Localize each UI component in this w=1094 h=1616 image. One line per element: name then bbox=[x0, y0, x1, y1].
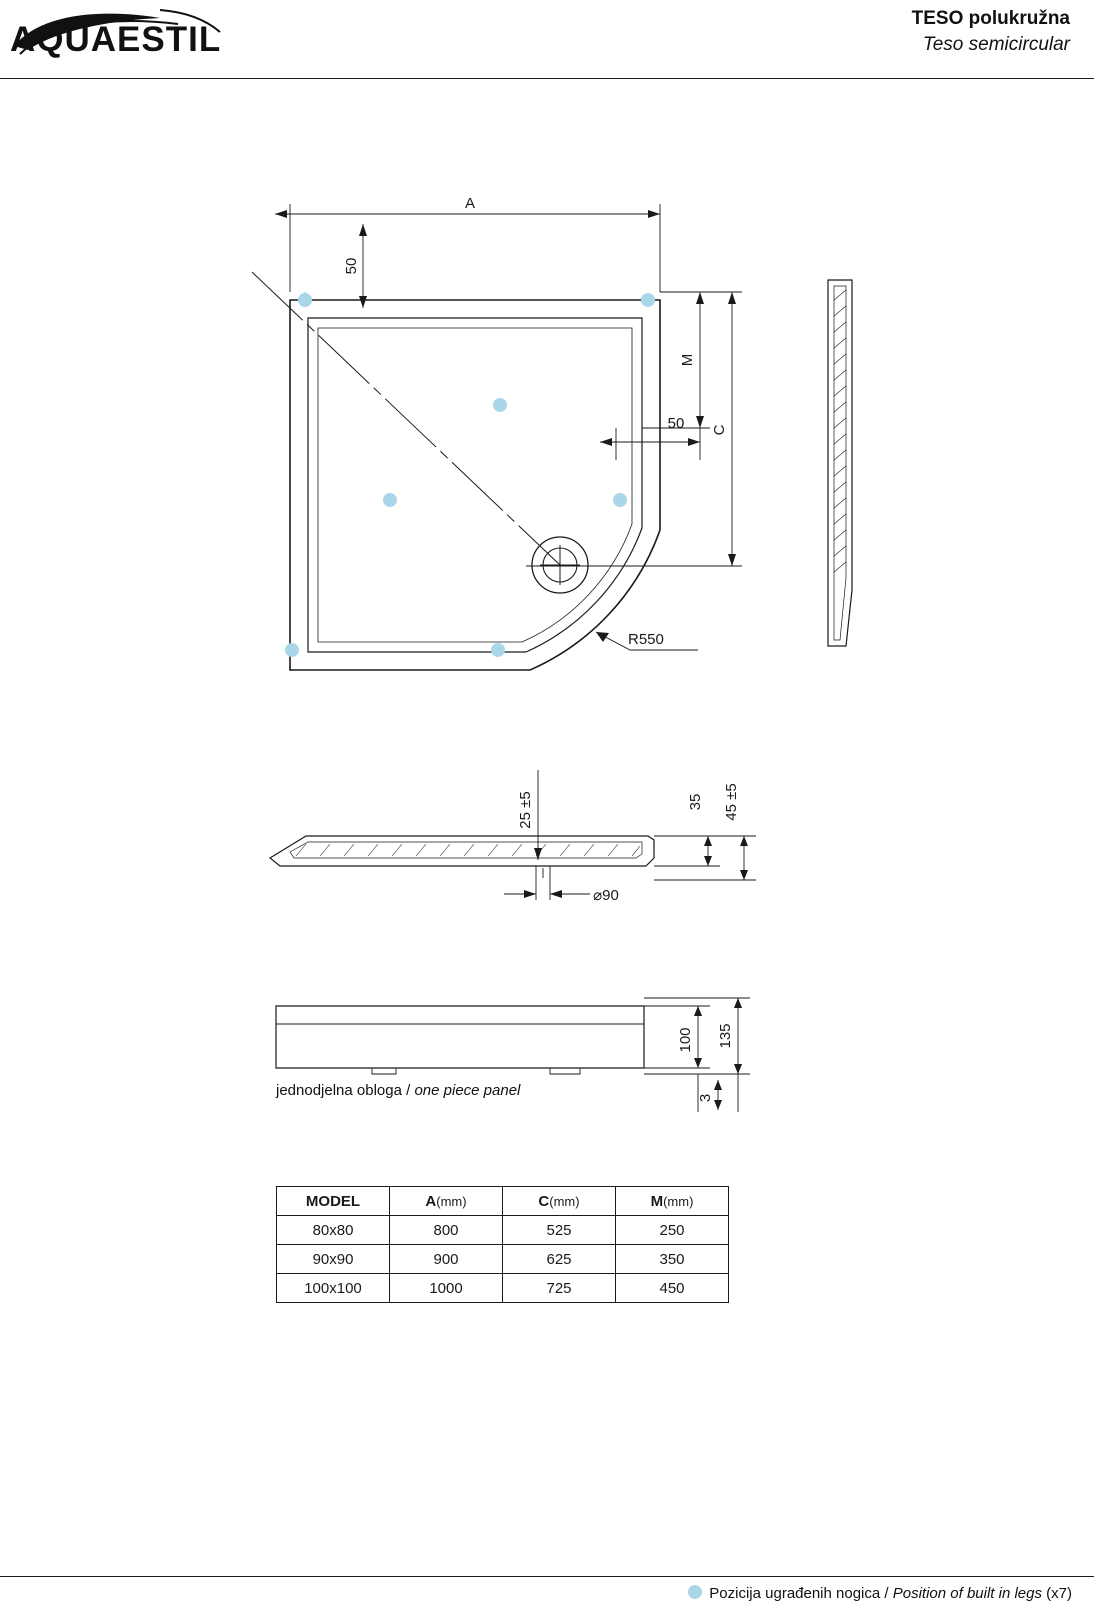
cell-a: 900 bbox=[390, 1245, 503, 1274]
leg-marker bbox=[491, 643, 505, 657]
sheet-title bbox=[912, 6, 1070, 58]
cell-model: 90x90 bbox=[277, 1245, 390, 1274]
legend-text-hr: Pozicija ugrađenih nogica / bbox=[709, 1585, 893, 1602]
cell-m: 350 bbox=[616, 1245, 729, 1274]
leg-marker bbox=[613, 493, 627, 507]
table-header-m bbox=[616, 1187, 729, 1216]
dimension-a bbox=[275, 204, 660, 292]
side-edge-view-drawing bbox=[790, 260, 910, 680]
tray-section-outline bbox=[270, 836, 654, 866]
table-row bbox=[277, 1245, 729, 1274]
sheet-title-hr: TESO polukružna bbox=[911, 8, 1070, 29]
table-header-a bbox=[390, 1187, 503, 1216]
table-header-c-unit: (mm) bbox=[549, 1193, 580, 1209]
cell-c: 725 bbox=[503, 1274, 616, 1303]
tray-outline bbox=[290, 300, 660, 670]
dimension-c-label: C bbox=[711, 424, 728, 436]
dimension-35 bbox=[654, 836, 720, 866]
table-header-row bbox=[277, 1187, 729, 1216]
model-dimensions-table bbox=[276, 1186, 729, 1303]
table-header-a-unit: (mm) bbox=[436, 1193, 467, 1209]
dimension-50-top bbox=[359, 224, 367, 308]
table-header-m-label: M bbox=[650, 1192, 664, 1210]
section-view-drawing bbox=[250, 740, 810, 940]
page-header bbox=[0, 0, 1094, 78]
table-header-model bbox=[277, 1187, 390, 1216]
dimension-diameter-90 bbox=[504, 880, 590, 900]
dimension-25-label: 25 ±5 bbox=[517, 791, 534, 829]
panel-foot-right bbox=[550, 1068, 580, 1074]
centre-axis-line bbox=[252, 272, 560, 565]
leg-markers-group bbox=[285, 291, 655, 657]
table-row bbox=[277, 1216, 729, 1245]
cell-m: 250 bbox=[616, 1216, 729, 1245]
dimension-3-label: 3 bbox=[697, 1093, 714, 1103]
panel-outline bbox=[276, 1006, 644, 1068]
leg-marker bbox=[383, 493, 397, 507]
edge-profile-inner bbox=[834, 286, 846, 640]
dimension-a-label: A bbox=[464, 195, 476, 212]
dimension-50-right-label: 50 bbox=[667, 415, 685, 432]
cell-model: 80x80 bbox=[277, 1216, 390, 1245]
panel-foot-left bbox=[372, 1068, 396, 1074]
table-header-model-label: MODEL bbox=[305, 1192, 361, 1210]
leg-marker bbox=[285, 643, 299, 657]
sheet-title-en: Teso semicircular bbox=[922, 34, 1070, 55]
legend-text-en: Position of built in legs bbox=[892, 1585, 1042, 1602]
table-header-c-label: C bbox=[538, 1192, 550, 1210]
leg-marker bbox=[641, 293, 655, 307]
aquaestil-logo bbox=[10, 6, 230, 64]
dimension-3 bbox=[698, 1074, 738, 1112]
cell-c: 525 bbox=[503, 1216, 616, 1245]
dimension-100-label: 100 bbox=[677, 1027, 694, 1053]
dimension-50-right bbox=[600, 428, 700, 460]
dimension-35-label: 35 bbox=[687, 793, 704, 811]
table-header-c bbox=[503, 1187, 616, 1216]
header-divider bbox=[0, 78, 1094, 79]
dimension-diameter-90-label: ⌀90 bbox=[593, 887, 619, 904]
dimension-25 bbox=[534, 770, 542, 860]
tray-basin-outline bbox=[308, 318, 642, 652]
dimension-50-top-label: 50 bbox=[343, 257, 360, 275]
edge-profile-outline bbox=[828, 280, 852, 646]
cell-c: 625 bbox=[503, 1245, 616, 1274]
panel-caption-hr: jednodjelna obloga / bbox=[276, 1082, 415, 1099]
panel-caption-en: one piece panel bbox=[414, 1082, 521, 1099]
cell-m: 450 bbox=[616, 1274, 729, 1303]
page-footer bbox=[0, 1576, 1094, 1616]
radius-label: R550 bbox=[628, 631, 664, 648]
dimension-m bbox=[642, 292, 710, 428]
leg-marker-icon bbox=[687, 1584, 703, 1604]
table-header-a-label: A bbox=[425, 1192, 437, 1210]
leg-marker bbox=[493, 398, 507, 412]
footer-divider bbox=[0, 1576, 1094, 1577]
legend bbox=[687, 1584, 1072, 1604]
dimension-c bbox=[526, 292, 742, 566]
edge-hatching bbox=[834, 290, 846, 572]
plan-view-drawing bbox=[230, 180, 750, 690]
tray-basin-inner bbox=[318, 328, 632, 642]
logo-wordmark: AQUAESTIL bbox=[10, 20, 222, 59]
dimension-45-label: 45 ±5 bbox=[723, 783, 740, 821]
cell-model: 100x100 bbox=[277, 1274, 390, 1303]
table-row bbox=[277, 1274, 729, 1303]
panel-caption bbox=[276, 1082, 520, 1099]
cell-a: 1000 bbox=[390, 1274, 503, 1303]
panel-view-drawing bbox=[250, 990, 810, 1160]
cell-a: 800 bbox=[390, 1216, 503, 1245]
table-header-m-unit: (mm) bbox=[663, 1193, 694, 1209]
legend-count: (x7) bbox=[1042, 1585, 1072, 1602]
dimension-m-label: M bbox=[679, 353, 696, 367]
dimension-135-label: 135 bbox=[717, 1023, 734, 1049]
section-hatching bbox=[296, 844, 640, 856]
